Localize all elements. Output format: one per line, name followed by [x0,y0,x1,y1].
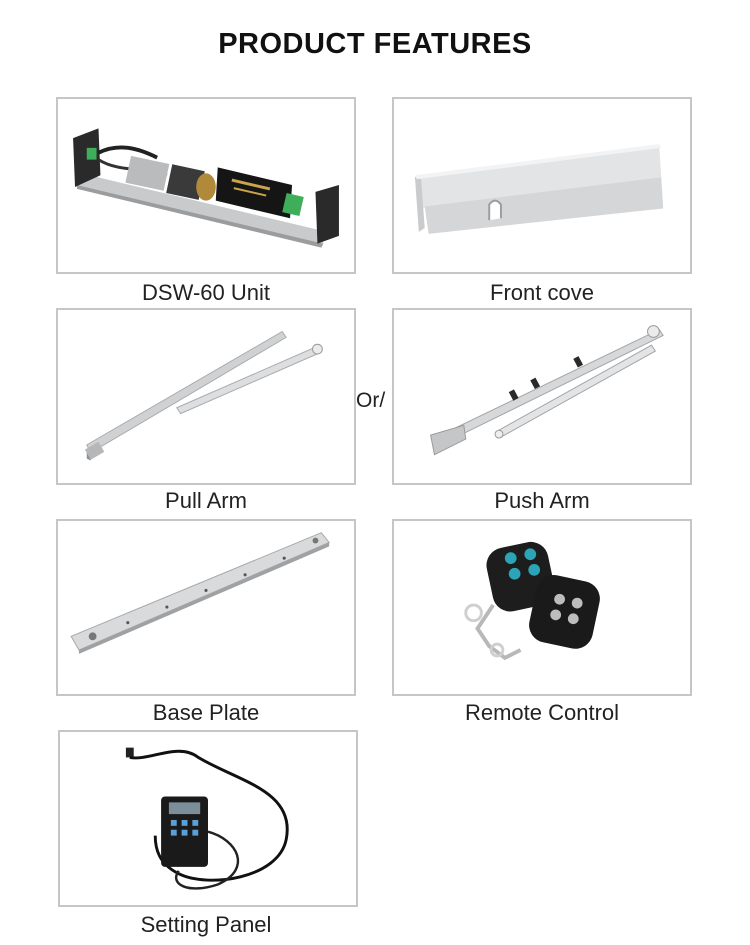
page-title: PRODUCT FEATURES [218,28,532,60]
pull-arm-image [58,310,354,483]
push-arm-image [394,310,690,483]
caption-remote-control: Remote Control [464,700,620,725]
caption-base-plate: Base Plate [152,700,260,725]
front-cove-image [394,99,690,272]
caption-dsw60-unit: DSW-60 Unit [142,280,270,305]
base-plate-image [58,521,354,694]
setting-panel-image [60,732,356,905]
product-card-remote-control [392,519,692,696]
product-card-pull-arm [56,308,356,485]
product-card-base-plate [56,519,356,696]
or-separator: Or/ [356,389,386,412]
product-card-dsw60-unit [56,97,356,274]
product-card-push-arm [392,308,692,485]
dsw60-unit-image [58,99,354,272]
product-card-front-cove [392,97,692,274]
product-card-setting-panel [58,730,358,907]
caption-setting-panel: Setting Panel [140,912,272,937]
caption-pull-arm: Pull Arm [165,488,247,513]
remote-control-image [394,521,690,694]
caption-front-cove: Front cove [490,280,594,305]
caption-push-arm: Push Arm [494,488,590,513]
